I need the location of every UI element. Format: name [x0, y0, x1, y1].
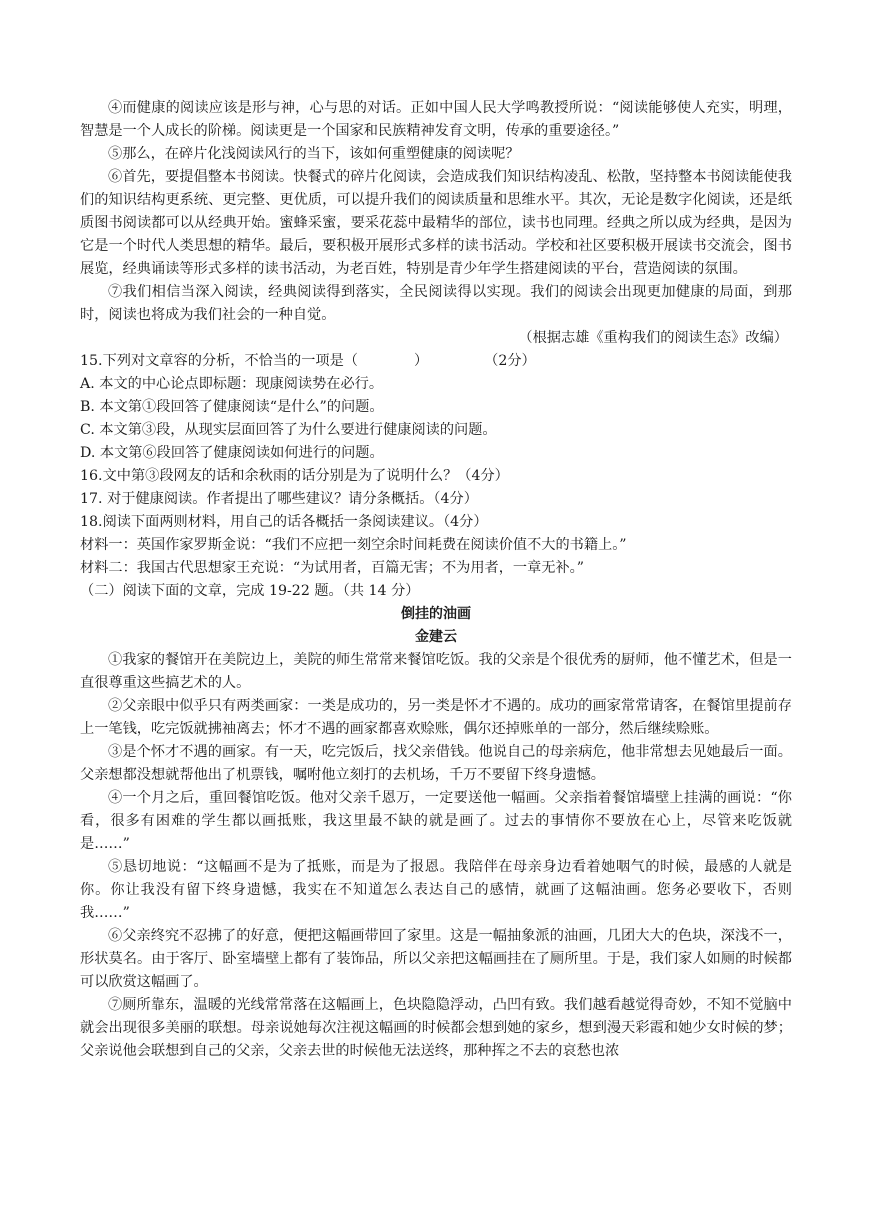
- article-author: 金建云: [415, 629, 457, 645]
- story-paragraph-5: ⑤恳切地说：“这幅画不是为了抵账，而是为了报恩。我陪伴在母亲身边看着她咽气的时候，最感的人就是你。你让我没有留下终身遗憾，我实在不知道怎么表达自己的感情，就画了这幅油画。您务必要收下，否则我……”: [80, 859, 792, 921]
- story-paragraph-7: ⑦厕所靠东，温暖的光线常常落在这幅画上，色块隐隐浮动，凸凹有致。我们越看越觉得奇妙，不知不觉脑中就会出现很多美丽的联想。母亲说她每次注视这幅画的时候都会想到她的家乡，想到漫天彩霞和她少女时候的梦；父亲说他会联想到自己的父亲，父亲去世的时候他无法送终，那种挥之不去的哀愁也浓: [80, 997, 792, 1059]
- paragraph-7: ⑦我们相信当深入阅读，经典阅读得到落实，全民阅读得以实现。我们的阅读会出现更加健康的局面，到那时，阅读也将成为我们社会的一种自觉。: [80, 284, 792, 323]
- material-1: 材料一：英国作家罗斯金说：“我们不应把一刻空余时间耗费在阅读价值不大的书籍上。”: [80, 537, 627, 553]
- story-paragraph-3: ③是个怀才不遇的画家。有一天，吃完饭后，找父亲借钱。他说自己的母亲病危，他非常想去见她最后一面。父亲想都没想就帮他出了机票钱，嘱咐他立刻打的去机场，千万不要留下终身遗憾。: [80, 744, 792, 783]
- paragraph-6: ⑥首先，要提倡整本书阅读。快餐式的碎片化阅读，会造成我们知识结构凌乱、松散，坚持整本书阅读能使我们的知识结构更系统、更完整、更优质，可以提升我们的阅读质量和思维水平。其次，无论是数字化阅读，还是纸质图书阅读都可以从经典开始。蜜蜂采蜜，要采花蕊中最精华的部位，读书也同理。经典之所以成为经典，是因为它是一个时代人类思想的精华。最后，要积极开展形式多样的读书活动。学校和社区要积极开展读书交流会，图书展览，经典诵读等形式多样的读书活动，为老百姓，特别是青少年学生搭建阅读的平台，营造阅读的氛围。: [80, 169, 792, 277]
- section-2-intro: （二）阅读下面的文章，完成 19-22 题。（共 14 分）: [80, 583, 420, 599]
- option-d: D. 本文第⑥段回答了健康阅读如何进行的问题。: [80, 445, 384, 461]
- question-16: 16.文中第③段网友的话和余秋雨的话分别是为了说明什么？（4分）: [80, 468, 509, 484]
- question-15-score: （2分）: [484, 353, 536, 369]
- story-paragraph-6: ⑥父亲终究不忍拂了的好意，便把这幅画带回了家里。这是一幅抽象派的油画，几团大大的色块，深浅不一，形状莫名。由于客厅、卧室墙壁上都有了装饰品，所以父亲把这幅画挂在了厕所里。于是，我们家人如厕的时候都可以欣赏这幅画了。: [80, 928, 792, 990]
- source-citation: （根据志雄《重构我们的阅读生态》改编）: [518, 330, 788, 346]
- material-2: 材料二：我国古代思想家王充说：“为试用者，百篇无害；不为用者，一章无补。”: [80, 560, 584, 576]
- story-paragraph-4: ④一个月之后，重回餐馆吃饭。他对父亲千恩万，一定要送他一幅画。父亲指着餐馆墙壁上挂满的画说：“你看，很多有困难的学生都以画抵账，我这里最不缺的就是画了。过去的事情你不要放在心上，尽管来吃饭就是……”: [80, 790, 792, 852]
- option-c: C. 本文第③段，从现实层面回答了为什么要进行健康阅读的问题。: [80, 422, 497, 438]
- question-18: 18.阅读下面两则材料，用自己的话各概括一条阅读建议。（4分）: [80, 514, 488, 530]
- question-17: 17. 对于健康阅读。作者提出了哪些建议？请分条概括。（4分）: [80, 491, 478, 507]
- question-15-stem: 15.下列对文章容的分析，不恰当的一项是（: [80, 353, 358, 369]
- question-15-paren-close: ）: [413, 353, 429, 369]
- paragraph-4: ④而健康的阅读应该是形与神，心与思的对话。正如中国人民大学鸣教授所说：“阅读能够使人充实，明理，智慧是一个人成长的阶梯。阅读更是一个国家和民族精神发育文明，传承的重要途径。”: [80, 100, 792, 139]
- question-15: [80, 350, 792, 373]
- story-paragraph-2: ②父亲眼中似乎只有两类画家：一类是成功的，另一类是怀才不遇的。成功的画家常常请客，在餐馆里提前存上一笔钱，吃完饭就拂袖离去；怀才不遇的画家都喜欢赊账，偶尔还掉账单的一部分，然后继续赊账。: [80, 698, 792, 737]
- document-body: [80, 97, 792, 1063]
- article-title: 倒挂的油画: [401, 606, 471, 622]
- option-b: B. 本文第①段回答了健康阅读“是什么”的问题。: [80, 399, 384, 415]
- paragraph-5: ⑤那么，在碎片化浅阅读风行的当下，该如何重塑健康的阅读呢？: [108, 146, 520, 162]
- story-paragraph-1: ①我家的餐馆开在美院边上，美院的师生常常来餐馆吃饭。我的父亲是个很优秀的厨师，他不懂艺术，但是一直很尊重这些搞艺术的人。: [80, 652, 792, 691]
- option-a: A. 本文的中心论点即标题：现康阅读势在必行。: [80, 376, 384, 392]
